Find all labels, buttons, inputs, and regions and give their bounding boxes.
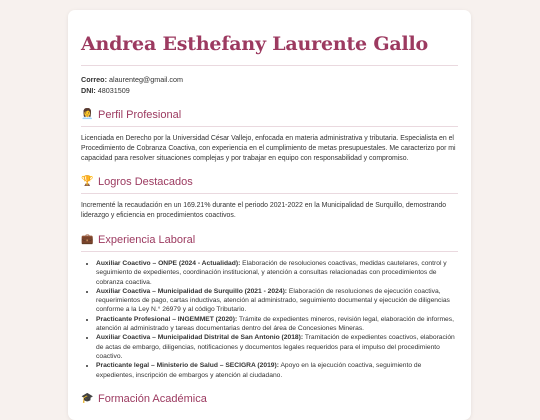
section-title-text: Experiencia Laboral [98, 233, 196, 246]
resume-card [68, 10, 471, 420]
list-item [96, 333, 458, 361]
section-title-text: Perfil Profesional [98, 109, 182, 121]
graduation-cap-icon: 🎓 [81, 392, 94, 404]
profile-text: Licenciada en Derecho por la Universidad César Vallejo, enfocada en materia administrativa y tributaria. Especialista en el Procedimiento de Cobranza Coactiva, con experiencia en el cumplimiento de metas presupuestales. Me caracterizo por mi capacidad para resolver situaciones complejas y por trabajar en equipo con responsabilidad y compromiso. [81, 135, 456, 162]
experience-role: Auxiliar Coactiva – Municipalidad de Surquillo (2021 - 2024): [96, 287, 288, 295]
experience-desc: Elaboración de resoluciones coactivas, medidas cautelares, control y seguimiento de expedientes, coordinación institucional, y atención a consultas relacionadas con procedimientos de cobranza coactiva. [96, 259, 447, 286]
section-title-text: Logros Destacados [98, 176, 193, 189]
experience-list [81, 259, 458, 380]
trophy-icon: 🏆 [81, 176, 94, 188]
section-divider [81, 193, 458, 194]
section-title-experience [81, 232, 458, 248]
section-divider [81, 251, 458, 252]
dni-line [81, 85, 458, 96]
businesswoman-icon: 👩‍💼 [81, 109, 94, 120]
email-label: Correo: [81, 75, 107, 84]
experience-desc: Apoyo en la ejecución coactiva, seguimiento de expedientes, inscripción de embargos y atención al ciudadano. [96, 362, 422, 379]
email-line [81, 74, 458, 85]
list-item [96, 259, 458, 287]
experience-desc: Tramitación de expedientes coactivos, elaboración de actas de embargo, diligencias, notificaciones y documentos legales requeridos para el impulso del procedimiento coactivo. [96, 334, 455, 360]
list-item [96, 315, 458, 334]
name-divider [81, 65, 458, 66]
list-item [96, 287, 458, 315]
person-name: Andrea Esthefany Laurente Gallo [81, 33, 428, 55]
experience-desc: Elaboración de resoluciones de ejecución coactiva, requerimientos de pago, cartas inductivas, atención al administrado, seguimiento documental y ejecución de diligencias conforme a la Ley N.° 26979 y al código Tributario. [96, 287, 450, 314]
experience-role: Auxiliar Coactivo – ONPE (2024 - Actualidad): [96, 259, 241, 267]
list-item [96, 361, 458, 380]
dni-label: DNI: [81, 86, 96, 95]
section-title-education [81, 391, 458, 407]
experience-role: Auxiliar Coactiva – Municipalidad Distrital de San Antonio (2018): [96, 334, 304, 342]
experience-desc: Trámite de expedientes mineros, revisión legal, elaboración de informes, atención al administrado y tareas documentarias dentro del área de Concesiones Mineras. [96, 315, 454, 333]
experience-role: Practicante legal – Ministerio de Salud – SECIGRA (2019): [96, 362, 279, 370]
section-title-profile [81, 107, 458, 123]
section-divider [81, 126, 458, 127]
email-value[interactable]: alaurenteg@gmail.com [108, 75, 183, 84]
achievements-text: Incrementé la recaudación en un 169.21% durante el periodo 2021-2022 en la Municipalidad de Surquillo, demostrando liderazgo y eficiencia en procedimientos coactivos. [81, 202, 447, 220]
dni-value: 48031509 [97, 86, 130, 95]
experience-role: Practicante Profesional – INGEMMET (2020): [96, 315, 238, 323]
briefcase-icon: 💼 [81, 233, 94, 245]
section-title-text: Formación Académica [98, 392, 207, 405]
section-title-achievements [81, 174, 458, 190]
contact-info [81, 74, 458, 96]
